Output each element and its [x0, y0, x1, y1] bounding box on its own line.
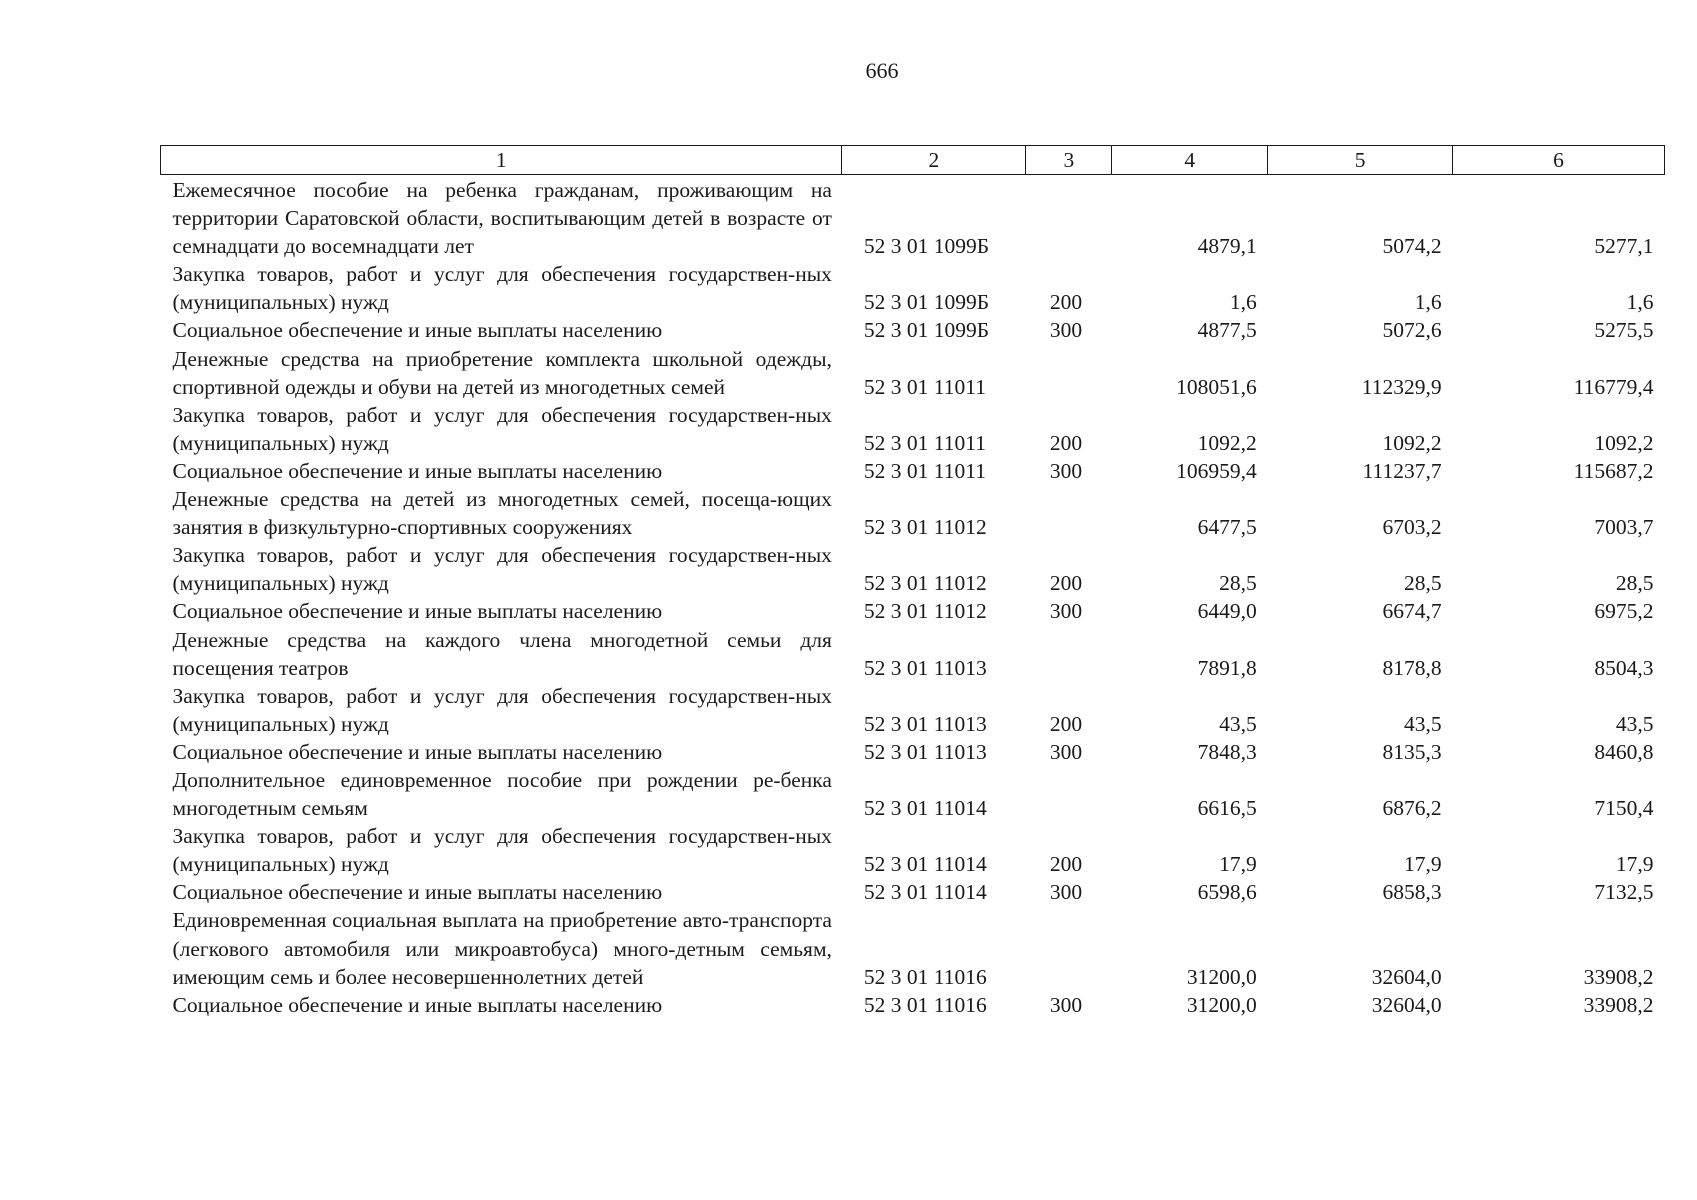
table-body	[161, 175, 1665, 1019]
table-row	[161, 878, 1665, 906]
table-row	[161, 485, 1665, 541]
row-name-cell: Закупка товаров, работ и услуг для обеспечения государствен-ных (муниципальных) нужд	[172, 402, 832, 455]
row-value-1-cell: 6616,5	[1197, 796, 1257, 821]
row-code-cell: 52 3 01 11011	[863, 430, 986, 455]
table-header-row	[161, 146, 1665, 175]
row-value-3-cell: 7003,7	[1594, 515, 1654, 540]
row-expense-type-cell: 300	[1049, 880, 1083, 905]
row-value-2-cell: 1,6	[1414, 290, 1442, 315]
table-row	[161, 316, 1665, 344]
row-expense-type-cell	[1026, 906, 1112, 990]
table-row	[161, 175, 1665, 261]
row-code-cell: 52 3 01 11016	[863, 992, 987, 1017]
row-name-cell: Социальное обеспечение и иные выплаты населению	[172, 739, 663, 764]
row-value-2-cell: 6858,3	[1382, 880, 1442, 905]
page-number: 666	[865, 58, 899, 83]
table-row	[161, 822, 1665, 878]
row-code-cell: 52 3 01 11013	[863, 711, 987, 736]
row-name-cell: Социальное обеспечение и иные выплаты населению	[172, 458, 663, 483]
row-name-cell: Закупка товаров, работ и услуг для обеспечения государствен-ных (муниципальных) нужд	[172, 543, 832, 596]
row-name-cell: Денежные средства на приобретение комплекта школьной одежды, спортивной одежды и обуви на детей из многодетных семей	[172, 346, 832, 399]
row-expense-type-cell: 200	[1049, 571, 1083, 596]
row-value-2-cell: 8135,3	[1382, 739, 1442, 764]
row-code-cell: 52 3 01 1099Б	[863, 290, 990, 315]
column-header-1: 1	[161, 146, 842, 175]
row-value-1-cell: 4879,1	[1197, 234, 1257, 259]
row-value-1-cell: 17,9	[1219, 852, 1257, 877]
row-value-1-cell: 31200,0	[1186, 992, 1257, 1017]
row-name-cell: Закупка товаров, работ и услуг для обеспечения государствен-ных (муниципальных) нужд	[172, 262, 832, 315]
row-code-cell: 52 3 01 11016	[863, 964, 987, 989]
row-value-2-cell: 111237,7	[1362, 458, 1442, 483]
row-value-3-cell: 28,5	[1615, 571, 1654, 596]
row-expense-type-cell: 300	[1049, 599, 1083, 624]
row-expense-type-cell	[1026, 626, 1112, 682]
row-value-3-cell: 7150,4	[1594, 796, 1654, 821]
row-value-1-cell: 7848,3	[1197, 739, 1257, 764]
table-row	[161, 457, 1665, 485]
row-code-cell: 52 3 01 11013	[863, 655, 987, 680]
row-name-cell: Социальное обеспечение и иные выплаты населению	[172, 992, 663, 1017]
row-value-2-cell: 17,9	[1403, 852, 1442, 877]
table-row	[161, 626, 1665, 682]
row-expense-type-cell: 200	[1049, 290, 1083, 315]
row-value-1-cell: 108051,6	[1176, 374, 1257, 399]
row-value-3-cell: 1,6	[1626, 290, 1654, 315]
row-value-1-cell: 6477,5	[1197, 515, 1257, 540]
row-name-cell: Ежемесячное пособие на ребенка гражданам, проживающим на территории Саратовской области, воспитывающим детей в возрасте от семнадцати до восемнадцати лет	[172, 178, 832, 259]
row-value-1-cell: 4877,5	[1197, 318, 1257, 343]
table-row	[161, 906, 1665, 990]
table-row	[161, 991, 1665, 1019]
column-header-4: 4	[1112, 146, 1268, 175]
table-row	[161, 766, 1665, 822]
row-expense-type-cell	[1026, 766, 1112, 822]
row-value-2-cell: 6876,2	[1382, 796, 1442, 821]
row-code-cell: 52 3 01 11012	[863, 571, 987, 596]
row-value-2-cell: 6703,2	[1382, 515, 1442, 540]
row-value-1-cell: 6598,6	[1197, 880, 1257, 905]
row-value-2-cell: 1092,2	[1382, 430, 1442, 455]
table-row	[161, 738, 1665, 766]
row-value-2-cell: 8178,8	[1382, 655, 1442, 680]
row-expense-type-cell: 300	[1049, 318, 1083, 343]
column-header-5: 5	[1268, 146, 1453, 175]
row-value-2-cell: 28,5	[1403, 571, 1442, 596]
row-value-3-cell: 6975,2	[1594, 599, 1654, 624]
row-value-1-cell: 106959,4	[1176, 458, 1257, 483]
row-value-1-cell: 1092,2	[1197, 430, 1257, 455]
row-value-3-cell: 8504,3	[1594, 655, 1654, 680]
row-value-3-cell: 7132,5	[1594, 880, 1654, 905]
row-expense-type-cell: 200	[1049, 430, 1083, 455]
row-value-3-cell: 17,9	[1615, 852, 1654, 877]
column-header-2: 2	[842, 146, 1026, 175]
row-value-3-cell: 5277,1	[1594, 234, 1654, 259]
row-value-1-cell: 6449,0	[1197, 599, 1257, 624]
row-value-3-cell: 116779,4	[1573, 374, 1654, 399]
row-expense-type-cell	[1026, 175, 1112, 261]
row-code-cell: 52 3 01 1099Б	[863, 234, 990, 259]
row-name-cell: Закупка товаров, работ и услуг для обеспечения государствен-ных (муниципальных) нужд	[172, 824, 832, 877]
row-name-cell: Единовременная социальная выплата на приобретение авто-транспорта (легкового автомобиля или микроавтобуса) много-детным семьям, имеющим семь и более несовершеннолетних детей	[172, 908, 832, 989]
row-value-1-cell: 1,6	[1229, 290, 1257, 315]
row-expense-type-cell: 200	[1049, 711, 1083, 736]
row-value-2-cell: 5072,6	[1382, 318, 1442, 343]
row-name-cell: Социальное обеспечение и иные выплаты населению	[172, 318, 663, 343]
row-expense-type-cell: 300	[1049, 458, 1083, 483]
row-code-cell: 52 3 01 11011	[863, 458, 986, 483]
row-value-2-cell: 32604,0	[1371, 964, 1442, 989]
column-header-6: 6	[1453, 146, 1665, 175]
table-row	[161, 597, 1665, 625]
row-name-cell: Денежные средства на детей из многодетных семей, посеща-ющих занятия в физкультурно-спортивных сооружениях	[172, 487, 832, 540]
row-name-cell: Закупка товаров, работ и услуг для обеспечения государствен-ных (муниципальных) нужд	[172, 683, 832, 736]
row-code-cell: 52 3 01 11012	[863, 599, 987, 624]
table-row	[161, 345, 1665, 401]
row-value-1-cell: 7891,8	[1197, 655, 1257, 680]
table-row	[161, 541, 1665, 597]
row-expense-type-cell: 300	[1049, 992, 1083, 1017]
table-row	[161, 401, 1665, 457]
row-expense-type-cell	[1026, 345, 1112, 401]
row-code-cell: 52 3 01 11011	[863, 374, 986, 399]
row-value-2-cell: 5074,2	[1382, 234, 1442, 259]
column-header-3: 3	[1026, 146, 1112, 175]
row-expense-type-cell: 200	[1049, 852, 1083, 877]
row-code-cell: 52 3 01 11014	[863, 852, 987, 877]
row-value-3-cell: 33908,2	[1583, 992, 1654, 1017]
row-value-2-cell: 43,5	[1403, 711, 1442, 736]
row-name-cell: Денежные средства на каждого члена многодетной семьи для посещения театров	[172, 627, 832, 680]
row-code-cell: 52 3 01 11014	[863, 796, 987, 821]
row-value-3-cell: 33908,2	[1583, 964, 1654, 989]
row-value-3-cell: 1092,2	[1594, 430, 1654, 455]
row-value-3-cell: 43,5	[1615, 711, 1654, 736]
row-code-cell: 52 3 01 11013	[863, 739, 987, 764]
row-code-cell: 52 3 01 11014	[863, 880, 987, 905]
row-name-cell: Социальное обеспечение и иные выплаты населению	[172, 880, 663, 905]
row-value-3-cell: 115687,2	[1573, 458, 1654, 483]
budget-table	[160, 145, 1665, 1019]
row-expense-type-cell	[1026, 485, 1112, 541]
row-code-cell: 52 3 01 1099Б	[863, 318, 990, 343]
row-code-cell: 52 3 01 11012	[863, 515, 987, 540]
row-value-3-cell: 8460,8	[1594, 739, 1654, 764]
row-value-1-cell: 28,5	[1219, 571, 1257, 596]
row-value-2-cell: 112329,9	[1361, 374, 1442, 399]
table-row	[161, 260, 1665, 316]
row-name-cell: Социальное обеспечение и иные выплаты населению	[172, 599, 663, 624]
row-expense-type-cell: 300	[1049, 739, 1083, 764]
row-value-3-cell: 5275,5	[1594, 318, 1654, 343]
row-name-cell: Дополнительное единовременное пособие при рождении ре-бенка многодетным семьям	[172, 767, 832, 821]
row-value-2-cell: 32604,0	[1371, 992, 1442, 1017]
row-value-2-cell: 6674,7	[1382, 599, 1442, 624]
table-row	[161, 682, 1665, 738]
row-value-1-cell: 43,5	[1219, 711, 1257, 736]
row-value-1-cell: 31200,0	[1186, 964, 1257, 989]
